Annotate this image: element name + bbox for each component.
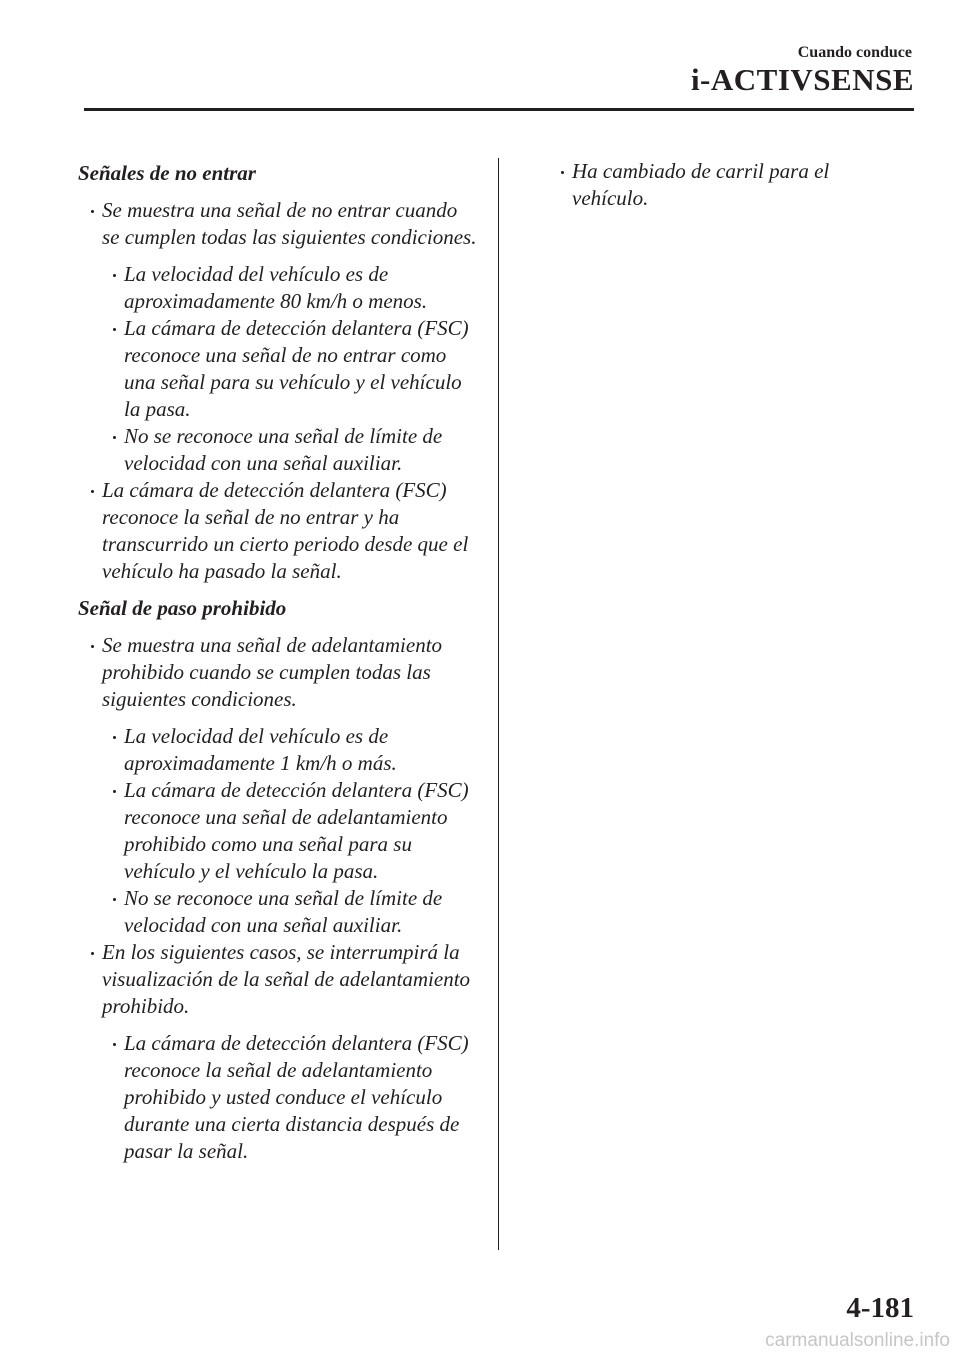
list-item: No se reconoce una señal de límite de velocidad con una señal auxiliar. [78, 423, 478, 477]
list-item: La cámara de detección delantera (FSC) reconoce la señal de no entrar y ha transcurrido un cierto periodo desde que el vehículo ha pasado la señal. [78, 477, 478, 585]
no-entry-heading: Señales de no entrar [78, 161, 256, 185]
list-item: La velocidad del vehículo es de aproximadamente 1 km/h o más. [78, 723, 478, 777]
list-item: Ha cambiado de carril para el vehículo. [548, 158, 888, 212]
section-title: Cuando conduce [797, 44, 912, 61]
list-item: Se muestra una señal de adelantamiento prohibido cuando se cumplen todas las siguientes condiciones. [78, 632, 478, 713]
list-item: Se muestra una señal de no entrar cuando se cumplen todas las siguientes condiciones. [78, 197, 478, 251]
list-item: No se reconoce una señal de límite de velocidad con una señal auxiliar. [78, 885, 478, 939]
list-item: La cámara de detección delantera (FSC) reconoce la señal de adelantamiento prohibido y usted conduce el vehículo durante una cierta distancia después de pasar la señal. [78, 1030, 478, 1165]
chapter-title: i-ACTIVSENSE [690, 62, 914, 97]
right-column [548, 158, 888, 212]
no-passing-heading: Señal de paso prohibido [78, 596, 287, 620]
watermark: carmanualsonline.info [765, 1330, 950, 1351]
column-divider [498, 158, 499, 1250]
list-item: La cámara de detección delantera (FSC) reconoce una señal de no entrar como una señal para su vehículo y el vehículo la pasa. [78, 315, 478, 423]
header-rule [84, 108, 914, 111]
list-item: La cámara de detección delantera (FSC) reconoce una señal de adelantamiento prohibido como una señal para su vehículo y el vehículo la pasa. [78, 777, 478, 885]
list-item: La velocidad del vehículo es de aproximadamente 80 km/h o menos. [78, 261, 478, 315]
list-item: En los siguientes casos, se interrumpirá la visualización de la señal de adelantamiento prohibido. [78, 939, 478, 1020]
left-column [78, 158, 478, 1165]
page-number: 4-181 [846, 1292, 914, 1324]
